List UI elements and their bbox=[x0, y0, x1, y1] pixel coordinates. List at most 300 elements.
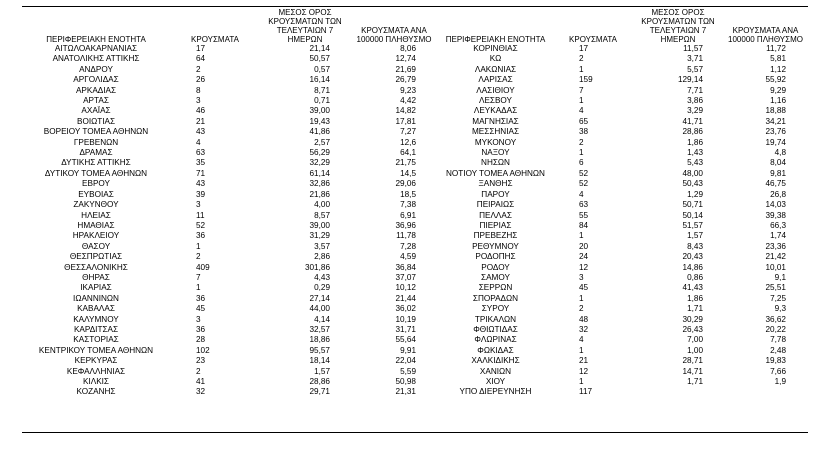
left-cases-count: 4 bbox=[196, 137, 201, 147]
left-cases-count: 1 bbox=[196, 241, 201, 251]
table-row bbox=[22, 117, 808, 127]
header-region-left: ΠΕΡΙΦΕΡΕΙΑΚΗ ΕΝΟΤΗΤΑ bbox=[46, 35, 146, 44]
left-avg7-value: 1,57 bbox=[314, 366, 330, 376]
table-row bbox=[22, 96, 808, 106]
right-avg7-value: 129,14 bbox=[677, 75, 703, 85]
left-avg7-value: 32,86 bbox=[309, 179, 330, 189]
left-region-name: ΚΑΒΑΛΑΣ bbox=[77, 304, 115, 314]
table-row bbox=[22, 304, 808, 314]
right-cases-count: 3 bbox=[579, 272, 584, 282]
left-per100k-value: 4,42 bbox=[400, 96, 416, 106]
table-row bbox=[22, 75, 808, 85]
left-avg7-value: 0,71 bbox=[314, 96, 330, 106]
left-avg7-value: 2,86 bbox=[314, 252, 330, 262]
left-per100k-value: 9,91 bbox=[400, 345, 416, 355]
left-region-name: ΑΡΚΑΔΙΑΣ bbox=[75, 85, 117, 95]
table-row bbox=[22, 127, 808, 137]
right-region-name: ΣΑΜΟΥ bbox=[481, 272, 510, 282]
right-per100k-value: 21,42 bbox=[765, 252, 786, 262]
left-region-name: ΑΡΓΟΛΙΔΑΣ bbox=[73, 75, 119, 85]
left-avg7-value: 32,29 bbox=[309, 158, 330, 168]
right-per100k-value: 2,48 bbox=[770, 345, 786, 355]
left-region-name: ΑΝΑΤΟΛΙΚΗΣ ΑΤΤΙΚΗΣ bbox=[52, 54, 140, 64]
header-cases-right: ΚΡΟΥΣΜΑΤΑ bbox=[569, 35, 617, 44]
left-per100k-value: 10,19 bbox=[395, 314, 416, 324]
table-row bbox=[22, 325, 808, 335]
left-avg7-value: 41,86 bbox=[309, 127, 330, 137]
left-per100k-value: 4,59 bbox=[400, 252, 416, 262]
right-region-name: ΜΑΓΝΗΣΙΑΣ bbox=[472, 116, 519, 126]
right-per100k-value: 1,9 bbox=[774, 377, 786, 386]
left-avg7-value: 8,71 bbox=[314, 85, 330, 95]
left-region-name: ΚΕΦΑΛΛΗΝΙΑΣ bbox=[66, 366, 126, 376]
left-per100k-value: 5,59 bbox=[400, 366, 416, 376]
left-cases-count: 36 bbox=[196, 231, 206, 241]
right-avg7-value: 14,71 bbox=[682, 366, 703, 376]
right-region-name: ΡΕΘΥΜΝΟΥ bbox=[472, 241, 519, 251]
right-per100k-value: 4,8 bbox=[774, 148, 786, 158]
right-avg7-value: 3,71 bbox=[687, 54, 703, 64]
left-per100k-value: 21,44 bbox=[395, 293, 416, 303]
left-region-name: ΔΥΤΙΚΗΣ ΑΤΤΙΚΗΣ bbox=[61, 158, 131, 168]
right-avg7-value: 14,86 bbox=[682, 262, 703, 272]
left-per100k-value: 55,64 bbox=[395, 335, 416, 345]
table-row bbox=[22, 169, 808, 179]
left-region-name: ΙΩΑΝΝΙΝΩΝ bbox=[73, 293, 119, 303]
left-cases-count: 23 bbox=[196, 356, 206, 366]
right-avg7-value: 1,43 bbox=[687, 148, 703, 158]
right-cases-count: 48 bbox=[579, 314, 589, 324]
left-per100k-value: 31,71 bbox=[395, 324, 416, 334]
right-avg7-value: 20,43 bbox=[682, 252, 703, 262]
right-region-name: ΠΡΕΒΕΖΗΣ bbox=[473, 231, 518, 241]
table-row bbox=[22, 138, 808, 148]
right-per100k-value: 18,88 bbox=[765, 106, 786, 116]
left-avg7-value: 4,14 bbox=[314, 314, 330, 324]
right-region-name: ΠΕΛΛΑΣ bbox=[479, 210, 512, 220]
left-cases-count: 2 bbox=[196, 64, 201, 74]
left-region-name: ΒΟΡΕΙΟΥ ΤΟΜΕΑ ΑΘΗΝΩΝ bbox=[43, 127, 149, 137]
right-cases-count: 1 bbox=[579, 64, 584, 74]
left-avg7-value: 21,86 bbox=[309, 189, 330, 199]
left-avg7-value: 21,14 bbox=[309, 44, 330, 53]
right-avg7-value: 3,86 bbox=[687, 96, 703, 106]
left-cases-count: 409 bbox=[196, 262, 210, 272]
left-per100k-value: 26,79 bbox=[395, 75, 416, 85]
left-cases-count: 45 bbox=[196, 304, 206, 314]
left-cases-count: 28 bbox=[196, 335, 206, 345]
left-avg7-value: 39,00 bbox=[309, 220, 330, 230]
left-cases-count: 17 bbox=[196, 44, 206, 53]
right-region-name: ΛΕΥΚΑΔΑΣ bbox=[473, 106, 518, 116]
right-region-name: ΛΑΚΩΝΙΑΣ bbox=[474, 64, 517, 74]
table-row bbox=[22, 106, 808, 116]
left-avg7-value: 56,29 bbox=[309, 148, 330, 158]
right-avg7-value: 7,00 bbox=[687, 335, 703, 345]
left-avg7-value: 50,57 bbox=[309, 54, 330, 64]
right-avg7-value: 1,86 bbox=[687, 137, 703, 147]
left-region-name: ΘΕΣΠΡΩΤΙΑΣ bbox=[69, 252, 123, 262]
header-row bbox=[22, 8, 808, 44]
right-region-name: ΣΠΟΡΑΔΩΝ bbox=[472, 293, 519, 303]
left-cases-count: 46 bbox=[196, 106, 206, 116]
right-avg7-value: 3,29 bbox=[687, 106, 703, 116]
left-region-name: ΗΛΕΙΑΣ bbox=[81, 210, 111, 220]
left-region-name: ΚΑΛΥΜΝΟΥ bbox=[73, 314, 119, 324]
left-avg7-value: 32,57 bbox=[309, 324, 330, 334]
left-avg7-value: 95,57 bbox=[309, 345, 330, 355]
right-per100k-value: 9,81 bbox=[770, 168, 786, 178]
right-avg7-value: 8,43 bbox=[687, 241, 703, 251]
left-per100k-value: 11,78 bbox=[396, 231, 416, 241]
right-region-name: ΣΕΡΡΩΝ bbox=[478, 283, 513, 293]
right-per100k-value: 46,75 bbox=[765, 179, 786, 189]
left-region-name: ΗΜΑΘΙΑΣ bbox=[77, 220, 115, 230]
table-row bbox=[22, 179, 808, 189]
right-per100k-value: 20,22 bbox=[765, 324, 786, 334]
left-cases-count: 35 bbox=[196, 158, 206, 168]
covid-cases-table-sheet bbox=[22, 8, 808, 398]
left-per100k-value: 9,23 bbox=[400, 85, 416, 95]
right-per100k-value: 36,62 bbox=[765, 314, 786, 324]
left-per100k-value: 29,06 bbox=[395, 179, 416, 189]
table-row bbox=[22, 335, 808, 345]
left-avg7-value: 0,57 bbox=[314, 64, 330, 74]
table-row bbox=[22, 346, 808, 356]
right-region-name: ΞΑΝΘΗΣ bbox=[478, 179, 513, 189]
left-per100k-value: 21,31 bbox=[395, 387, 416, 397]
right-region-name: ΛΕΣΒΟΥ bbox=[478, 96, 513, 106]
left-region-name: ΒΟΙΩΤΙΑΣ bbox=[76, 116, 116, 126]
right-avg7-value: 1,86 bbox=[687, 293, 703, 303]
left-cases-count: 39 bbox=[196, 189, 206, 199]
right-region-name: ΡΟΔΟΥ bbox=[481, 262, 510, 272]
table-row bbox=[22, 242, 808, 252]
left-avg7-value: 16,14 bbox=[309, 75, 330, 85]
bottom-rule bbox=[22, 432, 808, 433]
left-region-name: ΚΕΝΤΡΙΚΟΥ ΤΟΜΕΑ ΑΘΗΝΩΝ bbox=[38, 345, 154, 355]
right-cases-count: 63 bbox=[579, 200, 589, 210]
left-avg7-value: 44,00 bbox=[309, 304, 330, 314]
left-region-name: ΓΡΕΒΕΝΩΝ bbox=[73, 137, 119, 147]
right-region-name: ΦΩΚΙΔΑΣ bbox=[477, 345, 514, 355]
table-row bbox=[22, 252, 808, 262]
left-per100k-value: 10,12 bbox=[395, 283, 416, 293]
table-body bbox=[22, 44, 808, 398]
left-region-name: ΚΙΛΚΙΣ bbox=[82, 377, 109, 386]
right-cases-count: 12 bbox=[579, 262, 589, 272]
table-row bbox=[22, 158, 808, 168]
right-per100k-value: 5,81 bbox=[770, 54, 786, 64]
table-row bbox=[22, 190, 808, 200]
right-region-name: ΦΛΩΡΙΝΑΣ bbox=[474, 335, 517, 345]
right-region-name: ΥΠΟ ΔΙΕΡΕΥΝΗΣΗ bbox=[459, 387, 532, 397]
right-per100k-value: 34,21 bbox=[765, 116, 786, 126]
right-avg7-value: 41,43 bbox=[682, 283, 703, 293]
left-region-name: ΔΥΤΙΚΟΥ ΤΟΜΕΑ ΑΘΗΝΩΝ bbox=[44, 168, 148, 178]
right-per100k-value: 7,25 bbox=[770, 293, 786, 303]
right-avg7-value: 0,86 bbox=[687, 272, 703, 282]
table-row bbox=[22, 294, 808, 304]
right-region-name: ΦΘΙΩΤΙΔΑΣ bbox=[473, 324, 518, 334]
left-cases-count: 3 bbox=[196, 96, 201, 106]
left-region-name: ΘΕΣΣΑΛΟΝΙΚΗΣ bbox=[64, 262, 128, 272]
right-per100k-value: 26,8 bbox=[770, 189, 786, 199]
right-region-name: ΚΟΡΙΝΘΙΑΣ bbox=[473, 44, 518, 53]
right-region-name: ΝΗΣΩΝ bbox=[481, 158, 510, 168]
header-region-right: ΠΕΡΙΦΕΡΕΙΑΚΗ ΕΝΟΤΗΤΑ bbox=[445, 35, 546, 44]
right-cases-count: 117 bbox=[579, 387, 593, 397]
left-cases-count: 71 bbox=[196, 168, 206, 178]
right-per100k-value: 25,51 bbox=[765, 283, 786, 293]
right-cases-count: 1 bbox=[579, 231, 584, 241]
left-avg7-value: 0,29 bbox=[314, 283, 330, 293]
left-cases-count: 52 bbox=[196, 220, 206, 230]
table-row bbox=[22, 65, 808, 75]
left-cases-count: 26 bbox=[196, 75, 206, 85]
right-cases-count: 20 bbox=[579, 241, 589, 251]
right-avg7-value: 11,57 bbox=[683, 44, 703, 53]
left-per100k-value: 12,6 bbox=[400, 137, 416, 147]
right-cases-count: 2 bbox=[579, 137, 584, 147]
right-region-name: ΝΑΞΟΥ bbox=[481, 148, 510, 158]
left-region-name: ΚΟΖΑΝΗΣ bbox=[76, 387, 116, 397]
table-row bbox=[22, 44, 808, 54]
left-per100k-value: 7,38 bbox=[400, 200, 416, 210]
left-cases-count: 36 bbox=[196, 324, 206, 334]
right-cases-count: 4 bbox=[579, 189, 584, 199]
right-cases-count: 32 bbox=[579, 324, 589, 334]
right-region-name: ΜΕΣΣΗΝΙΑΣ bbox=[471, 127, 520, 137]
table-row bbox=[22, 263, 808, 273]
right-cases-count: 2 bbox=[579, 54, 584, 64]
left-cases-count: 3 bbox=[196, 314, 201, 324]
left-avg7-value: 3,57 bbox=[314, 241, 330, 251]
right-cases-count: 55 bbox=[579, 210, 589, 220]
right-avg7-value: 28,86 bbox=[682, 127, 703, 137]
right-cases-count: 1 bbox=[579, 377, 584, 386]
right-per100k-value: 23,76 bbox=[765, 127, 786, 137]
left-per100k-value: 14,82 bbox=[395, 106, 416, 116]
right-cases-count: 159 bbox=[579, 75, 593, 85]
left-cases-count: 21 bbox=[196, 116, 206, 126]
left-cases-count: 2 bbox=[196, 252, 201, 262]
right-region-name: ΠΙΕΡΙΑΣ bbox=[479, 220, 512, 230]
right-per100k-value: 7,66 bbox=[770, 366, 786, 376]
right-avg7-value: 7,71 bbox=[687, 85, 703, 95]
top-rule bbox=[22, 6, 808, 7]
left-per100k-value: 36,84 bbox=[395, 262, 416, 272]
left-avg7-value: 39,00 bbox=[309, 106, 330, 116]
left-region-name: ΘΗΡΑΣ bbox=[82, 272, 110, 282]
left-per100k-value: 64,1 bbox=[400, 148, 416, 158]
right-per100k-value: 10,01 bbox=[765, 262, 786, 272]
table-row bbox=[22, 86, 808, 96]
right-cases-count: 1 bbox=[579, 345, 584, 355]
right-region-name: ΠΑΡΟΥ bbox=[481, 189, 510, 199]
right-avg7-value: 1,29 bbox=[687, 189, 703, 199]
left-per100k-value: 7,27 bbox=[400, 127, 416, 137]
left-per100k-value: 12,74 bbox=[395, 54, 416, 64]
right-per100k-value: 1,12 bbox=[770, 64, 786, 74]
right-per100k-value: 9,1 bbox=[774, 272, 786, 282]
left-per100k-value: 8,06 bbox=[400, 44, 416, 53]
right-avg7-value: 28,71 bbox=[682, 356, 703, 366]
left-cases-count: 1 bbox=[196, 283, 201, 293]
right-cases-count: 12 bbox=[579, 366, 589, 376]
left-per100k-value: 18,5 bbox=[400, 189, 416, 199]
right-region-name: ΤΡΙΚΑΛΩΝ bbox=[474, 314, 517, 324]
right-per100k-value: 1,74 bbox=[770, 231, 786, 241]
right-cases-count: 21 bbox=[579, 356, 589, 366]
right-per100k-value: 9,29 bbox=[770, 85, 786, 95]
left-avg7-value: 19,43 bbox=[309, 116, 330, 126]
left-region-name: ΙΚΑΡΙΑΣ bbox=[80, 283, 112, 293]
table-row bbox=[22, 54, 808, 64]
right-avg7-value: 1,71 bbox=[687, 304, 703, 314]
left-per100k-value: 14,5 bbox=[400, 168, 416, 178]
left-region-name: ΚΕΡΚΥΡΑΣ bbox=[74, 356, 118, 366]
left-per100k-value: 22,04 bbox=[395, 356, 416, 366]
left-cases-count: 8 bbox=[196, 85, 201, 95]
left-region-name: ΚΑΣΤΟΡΙΑΣ bbox=[73, 335, 119, 345]
left-per100k-value: 21,69 bbox=[395, 64, 416, 74]
right-avg7-value: 1,71 bbox=[687, 377, 703, 386]
left-avg7-value: 8,57 bbox=[314, 210, 330, 220]
left-region-name: ΕΥΒΟΙΑΣ bbox=[78, 189, 114, 199]
right-per100k-value: 7,78 bbox=[770, 335, 786, 345]
right-region-name: ΝΟΤΙΟΥ ΤΟΜΕΑ ΑΘΗΝΩΝ bbox=[446, 168, 545, 178]
right-per100k-value: 8,04 bbox=[770, 158, 786, 168]
table-row bbox=[22, 377, 808, 387]
left-region-name: ΑΝΔΡΟΥ bbox=[79, 64, 113, 74]
right-avg7-value: 30,29 bbox=[682, 314, 703, 324]
right-cases-count: 52 bbox=[579, 168, 589, 178]
left-cases-count: 36 bbox=[196, 293, 206, 303]
left-avg7-value: 18,86 bbox=[309, 335, 330, 345]
left-region-name: ΑΙΤΩΛΟΑΚΑΡΝΑΝΙΑΣ bbox=[54, 44, 138, 53]
table-row bbox=[22, 283, 808, 293]
header-avg7-left: ΜΕΣΟΣ ΟΡΟΣ ΚΡΟΥΣΜΑΤΩΝ ΤΩΝ ΤΕΛΕΥΤΑΙΩΝ 7 ΗΜΕΡΩΝ bbox=[268, 8, 342, 44]
table-row bbox=[22, 231, 808, 241]
left-avg7-value: 27,14 bbox=[309, 293, 330, 303]
right-cases-count: 45 bbox=[579, 283, 589, 293]
left-avg7-value: 29,71 bbox=[309, 387, 330, 397]
left-region-name: ΑΡΤΑΣ bbox=[83, 96, 109, 106]
right-avg7-value: 5,57 bbox=[687, 64, 703, 74]
right-avg7-value: 1,00 bbox=[687, 345, 703, 355]
right-avg7-value bbox=[633, 387, 723, 397]
right-avg7-value: 48,00 bbox=[682, 168, 703, 178]
right-cases-count: 1 bbox=[579, 148, 584, 158]
header-cases-left: ΚΡΟΥΣΜΑΤΑ bbox=[191, 35, 239, 44]
right-avg7-value: 41,71 bbox=[682, 116, 703, 126]
right-cases-count: 17 bbox=[579, 44, 589, 53]
right-per100k-value: 14,03 bbox=[765, 200, 786, 210]
right-per100k-value: 55,92 bbox=[765, 75, 786, 85]
right-cases-count: 1 bbox=[579, 96, 584, 106]
right-region-name: ΜΥΚΟΝΟΥ bbox=[474, 137, 517, 147]
left-cases-count: 2 bbox=[196, 366, 201, 376]
left-avg7-value: 4,43 bbox=[314, 272, 330, 282]
left-avg7-value: 2,57 bbox=[314, 137, 330, 147]
left-avg7-value: 4,00 bbox=[314, 200, 330, 210]
left-region-name: ΘΑΣΟΥ bbox=[81, 241, 111, 251]
right-per100k-value: 66,3 bbox=[770, 220, 786, 230]
right-avg7-value: 1,57 bbox=[687, 231, 703, 241]
right-region-name: ΧΑΛΚΙΔΙΚΗΣ bbox=[471, 356, 520, 366]
right-per100k-value: 1,16 bbox=[770, 96, 786, 106]
header-per100k-right: ΚΡΟΥΣΜΑΤΑ ΑΝΑ 100000 ΠΛΗΘΥΣΜΟ bbox=[728, 26, 803, 44]
table-row bbox=[22, 387, 808, 397]
right-avg7-value: 26,43 bbox=[682, 324, 703, 334]
table-row bbox=[22, 221, 808, 231]
table-row bbox=[22, 200, 808, 210]
header-per100k-left: ΚΡΟΥΣΜΑΤΑ ΑΝΑ 100000 ΠΛΗΘΥΣΜΟ bbox=[356, 26, 432, 44]
table-row bbox=[22, 356, 808, 366]
left-per100k-value: 17,81 bbox=[395, 116, 416, 126]
left-region-name: ΗΡΑΚΛΕΙΟΥ bbox=[72, 231, 120, 241]
left-avg7-value: 301,86 bbox=[304, 262, 330, 272]
left-avg7-value: 31,29 bbox=[309, 231, 330, 241]
right-per100k-value: 9,3 bbox=[774, 304, 786, 314]
right-cases-count: 4 bbox=[579, 335, 584, 345]
left-cases-count: 7 bbox=[196, 272, 201, 282]
left-cases-count: 63 bbox=[196, 148, 206, 158]
left-region-name: ΕΒΡΟΥ bbox=[82, 179, 110, 189]
left-cases-count: 102 bbox=[196, 345, 210, 355]
right-cases-count: 6 bbox=[579, 158, 584, 168]
right-avg7-value: 5,43 bbox=[687, 158, 703, 168]
left-per100k-value: 37,07 bbox=[395, 272, 416, 282]
left-cases-count: 64 bbox=[196, 54, 206, 64]
right-region-name: ΧΑΝΙΩΝ bbox=[479, 366, 512, 376]
table-row bbox=[22, 315, 808, 325]
left-avg7-value: 61,14 bbox=[309, 168, 330, 178]
right-cases-count: 52 bbox=[579, 179, 589, 189]
right-per100k-value: 39,38 bbox=[765, 210, 786, 220]
right-per100k-value: 23,36 bbox=[765, 241, 786, 251]
left-region-name: ΖΑΚΥΝΘΟΥ bbox=[73, 200, 119, 210]
right-cases-count: 1 bbox=[579, 293, 584, 303]
left-cases-count: 43 bbox=[196, 127, 206, 137]
right-region-name: ΣΥΡΟΥ bbox=[481, 304, 510, 314]
right-avg7-value: 50,71 bbox=[682, 200, 703, 210]
left-per100k-value: 6,91 bbox=[400, 210, 416, 220]
left-cases-count: 41 bbox=[196, 377, 206, 386]
table-row bbox=[22, 367, 808, 377]
right-per100k-value: 19,74 bbox=[765, 137, 786, 147]
right-region-name: ΠΕΙΡΑΙΩΣ bbox=[476, 200, 515, 210]
left-per100k-value: 50,98 bbox=[395, 377, 416, 386]
right-cases-count: 24 bbox=[579, 252, 589, 262]
right-region-name: ΛΑΡΙΣΑΣ bbox=[478, 75, 513, 85]
table-row bbox=[22, 148, 808, 158]
table-row bbox=[22, 211, 808, 221]
left-cases-count: 3 bbox=[196, 200, 201, 210]
right-per100k-value: 19,83 bbox=[765, 356, 786, 366]
left-cases-count: 43 bbox=[196, 179, 206, 189]
left-per100k-value: 7,28 bbox=[400, 241, 416, 251]
right-region-name: ΡΟΔΟΠΗΣ bbox=[475, 252, 516, 262]
header-avg7-right: ΜΕΣΟΣ ΟΡΟΣ ΚΡΟΥΣΜΑΤΩΝ ΤΩΝ ΤΕΛΕΥΤΑΙΩΝ 7 ΗΜΕΡΩΝ bbox=[641, 8, 715, 44]
left-per100k-value: 36,02 bbox=[395, 304, 416, 314]
table-row bbox=[22, 273, 808, 283]
right-per100k-value: 11,72 bbox=[766, 44, 786, 53]
right-cases-count: 7 bbox=[579, 85, 584, 95]
right-avg7-value: 51,57 bbox=[682, 220, 703, 230]
left-region-name: ΑΧΑΪΑΣ bbox=[81, 106, 111, 116]
